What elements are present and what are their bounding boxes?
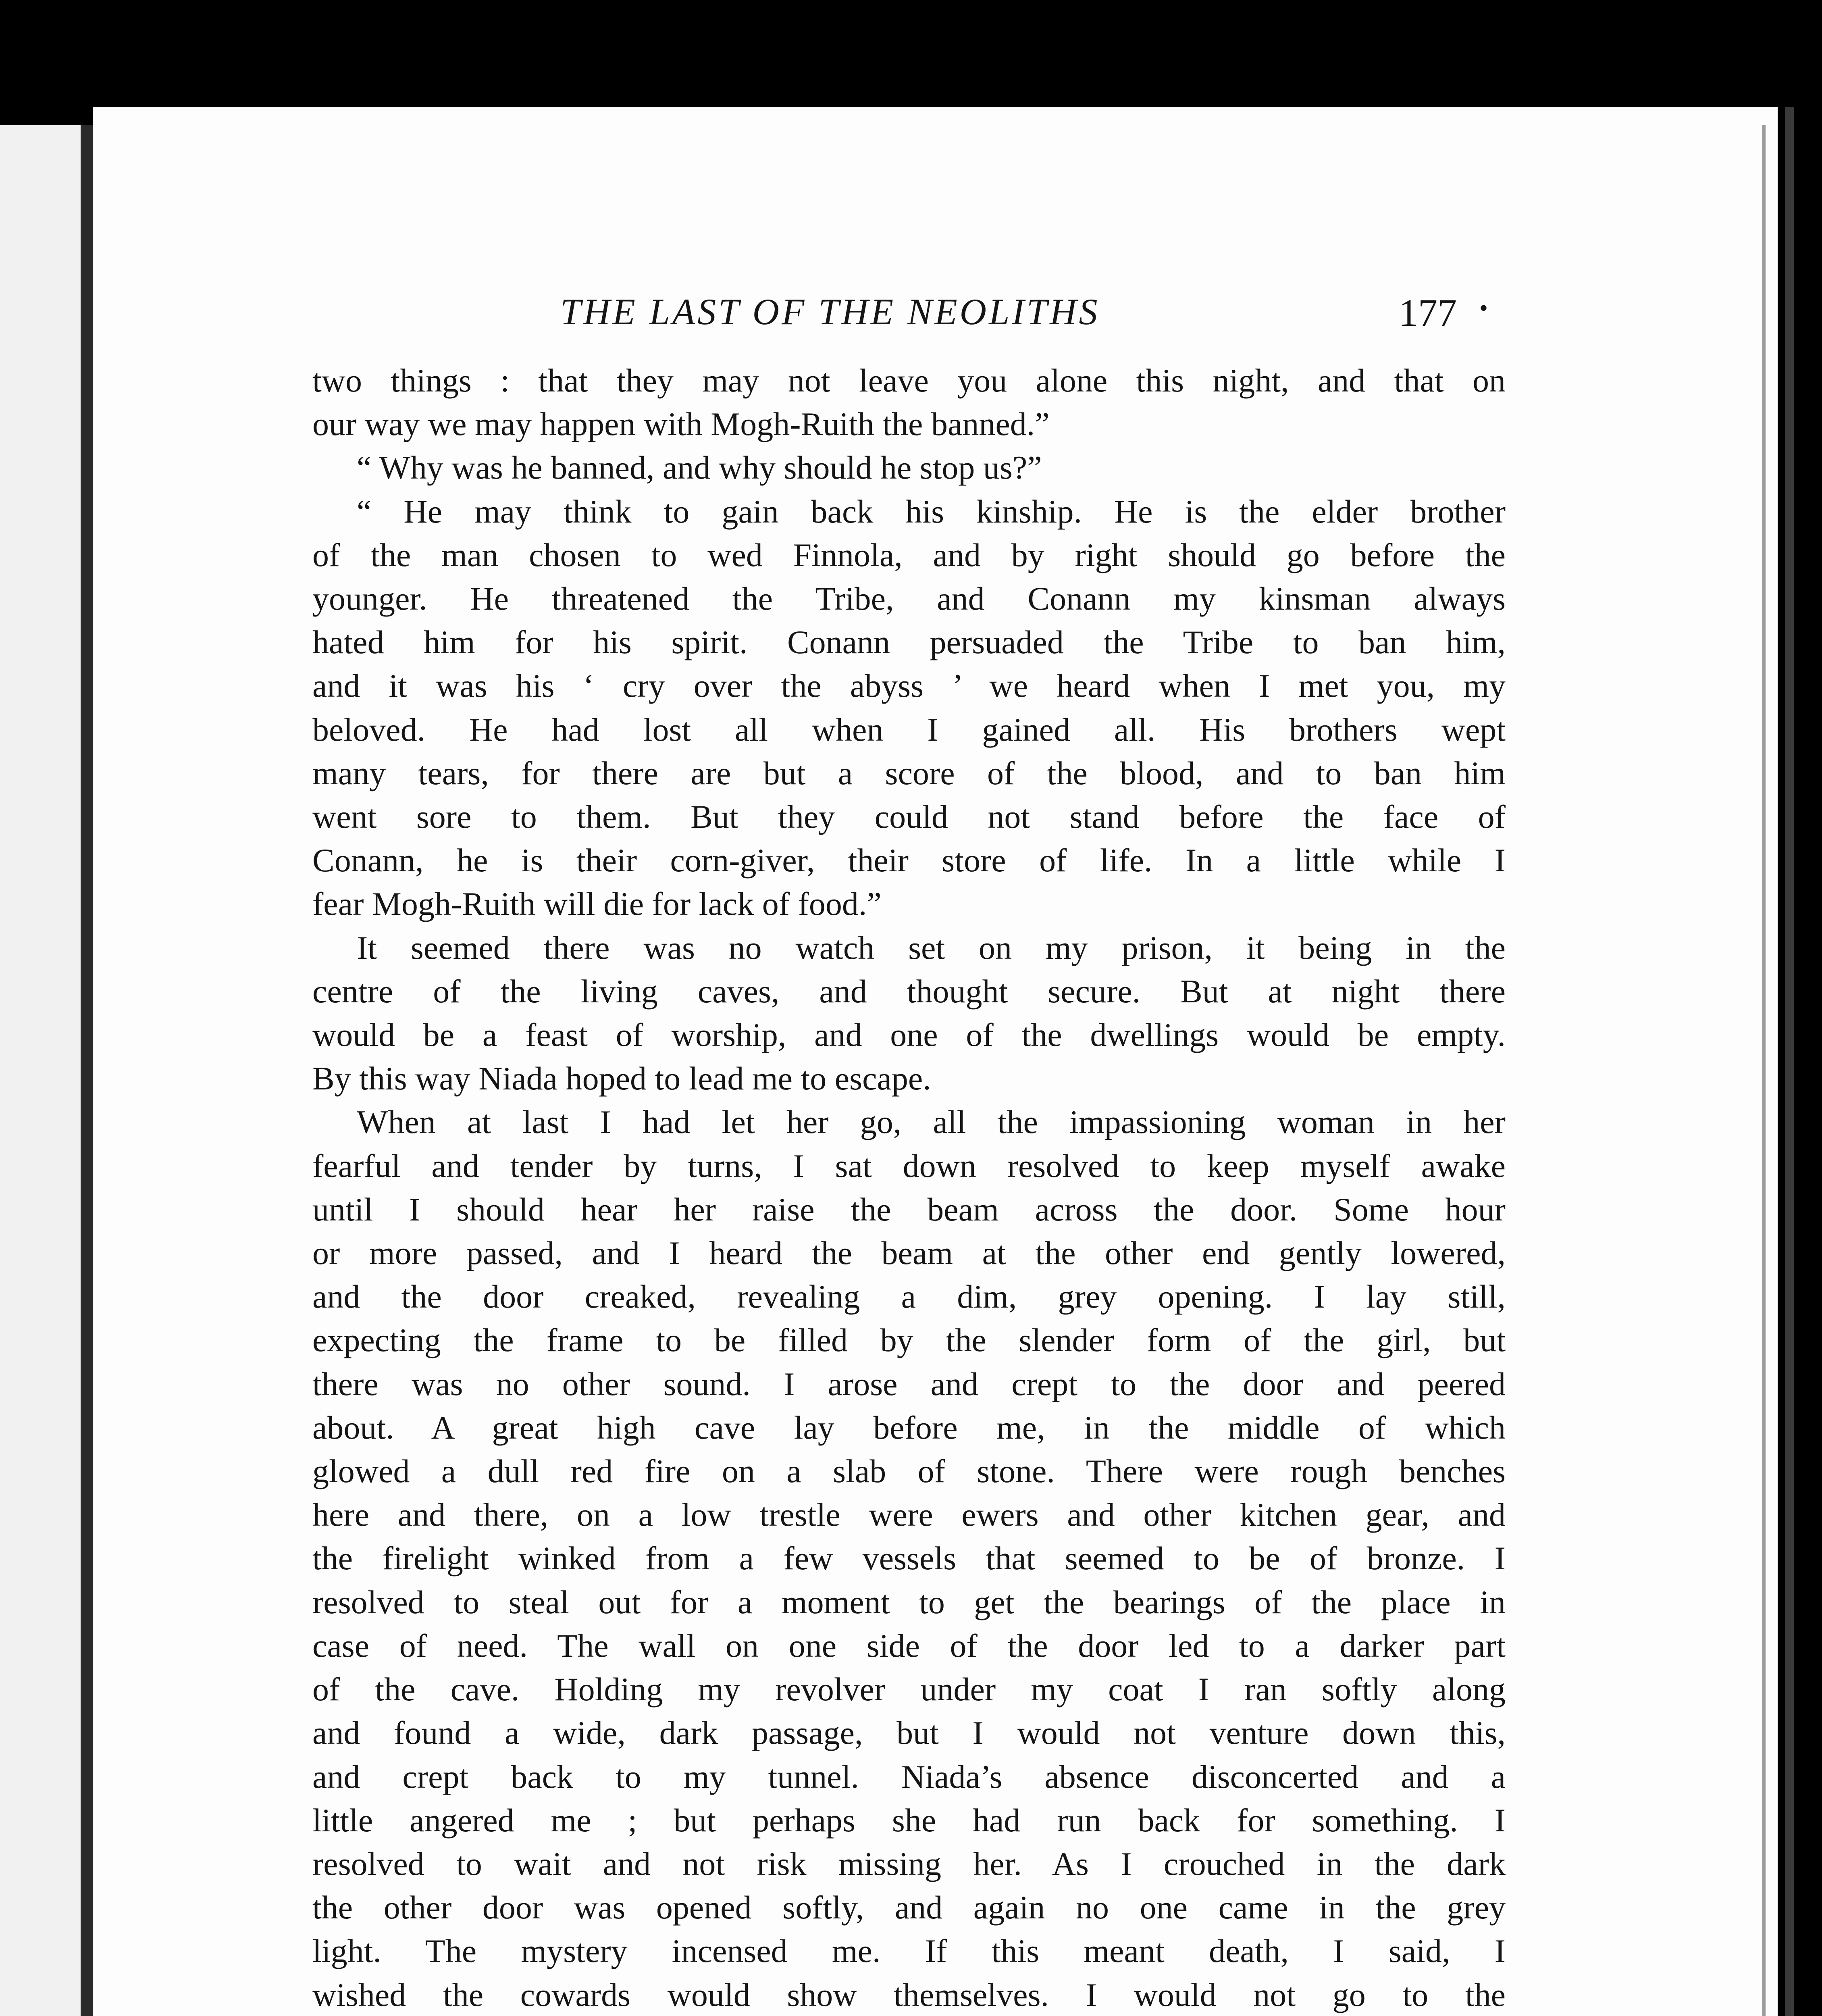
text-line: It seemed there was no watch set on my prison, it being in the — [357, 929, 1506, 966]
page-edge — [1785, 107, 1794, 2016]
text-line: would be a feast of worship, and one of the dwellings would be empty. — [312, 1016, 1506, 1054]
text-line: expecting the frame to be filled by the slender form of the girl, but — [312, 1322, 1506, 1359]
text-line: many tears, for there are but a score of the blood, and to ban him — [312, 754, 1506, 791]
text-line: “ Why was he banned, and why should he stop us?” — [357, 449, 1042, 486]
text-line: until I should hear her raise the beam across the door. Some hour — [312, 1191, 1506, 1228]
text-line: went sore to them. But they could not stand before the face of — [312, 798, 1506, 835]
text-line: two things : that they may not leave you alone this night, and that on — [312, 362, 1506, 399]
text-line: the firelight winked from a few vessels that seemed to be of bronze. I — [312, 1540, 1506, 1577]
text-line: light. The mystery incensed me. If this meant death, I said, I — [312, 1933, 1506, 1970]
text-line: hated him for his spirit. Conann persuaded the Tribe to ban him, — [312, 624, 1506, 661]
text-line: younger. He threatened the Tribe, and Conann my kinsman always — [312, 580, 1506, 617]
text-line: about. A great high cave lay before me, in the middle of which — [312, 1409, 1506, 1446]
text-line: resolved to steal out for a moment to get the bearings of the place in — [312, 1583, 1506, 1620]
left-page-edge — [0, 125, 93, 2016]
text-line: resolved to wait and not risk missing her. As I crouched in the dark — [312, 1845, 1506, 1882]
body-text — [312, 359, 1506, 2016]
text-line: and the door creaked, revealing a dim, grey opening. I lay still, — [312, 1278, 1506, 1315]
page-number: 177 — [1399, 291, 1457, 334]
text-line: and found a wide, dark passage, but I would not venture down this, — [312, 1714, 1506, 1752]
text-line: By this way Niada hoped to lead me to escape. — [312, 1060, 931, 1097]
text-line: fearful and tender by turns, I sat down resolved to keep myself awake — [312, 1147, 1506, 1184]
text-line: Conann, he is their corn-giver, their store of life. In a little while I — [312, 842, 1506, 879]
text-line: glowed a dull red fire on a slab of stone. There were rough benches — [312, 1453, 1506, 1490]
text-line: of the cave. Holding my revolver under my coat I ran softly along — [312, 1671, 1506, 1708]
text-line: and crept back to my tunnel. Niada’s absence disconcerted and a — [312, 1758, 1506, 1795]
text-line: the other door was opened softly, and again no one came in the grey — [312, 1889, 1506, 1926]
text-line: there was no other sound. I arose and crept to the door and peered — [312, 1365, 1506, 1402]
text-line: beloved. He had lost all when I gained all. His brothers wept — [312, 711, 1506, 748]
text-line: here and there, on a low trestle were ewers and other kitchen gear, and — [312, 1496, 1506, 1533]
running-title: THE LAST OF THE NEOLITHS — [560, 291, 1100, 332]
text-line: and it was his ‘ cry over the abyss ’ we heard when I met you, my — [312, 667, 1506, 704]
text-line: our way we may happen with Mogh-Ruith the banned.” — [312, 406, 1050, 443]
page-edge-inner — [1762, 125, 1766, 2016]
text-line: When at last I had let her go, all the impassioning woman in her — [357, 1104, 1506, 1141]
text-line: or more passed, and I heard the beam at the other end gently lowered, — [312, 1235, 1506, 1272]
text-line: centre of the living caves, and thought secure. But at night there — [312, 973, 1506, 1010]
text-line: “ He may think to gain back his kinship. He is the elder brother — [357, 493, 1506, 530]
print-mark: • — [1479, 295, 1488, 321]
text-line: wished the cowards would show themselves. I would not go to the — [312, 1976, 1506, 2013]
text-line: of the man chosen to wed Finnola, and by right should go before the — [312, 536, 1506, 573]
text-line: fear Mogh-Ruith will die for lack of food.” — [312, 885, 882, 923]
page-header — [318, 290, 1528, 339]
text-line: case of need. The wall on one side of the door led to a darker part — [312, 1627, 1506, 1664]
text-line: little angered me ; but perhaps she had run back for something. I — [312, 1801, 1506, 1839]
